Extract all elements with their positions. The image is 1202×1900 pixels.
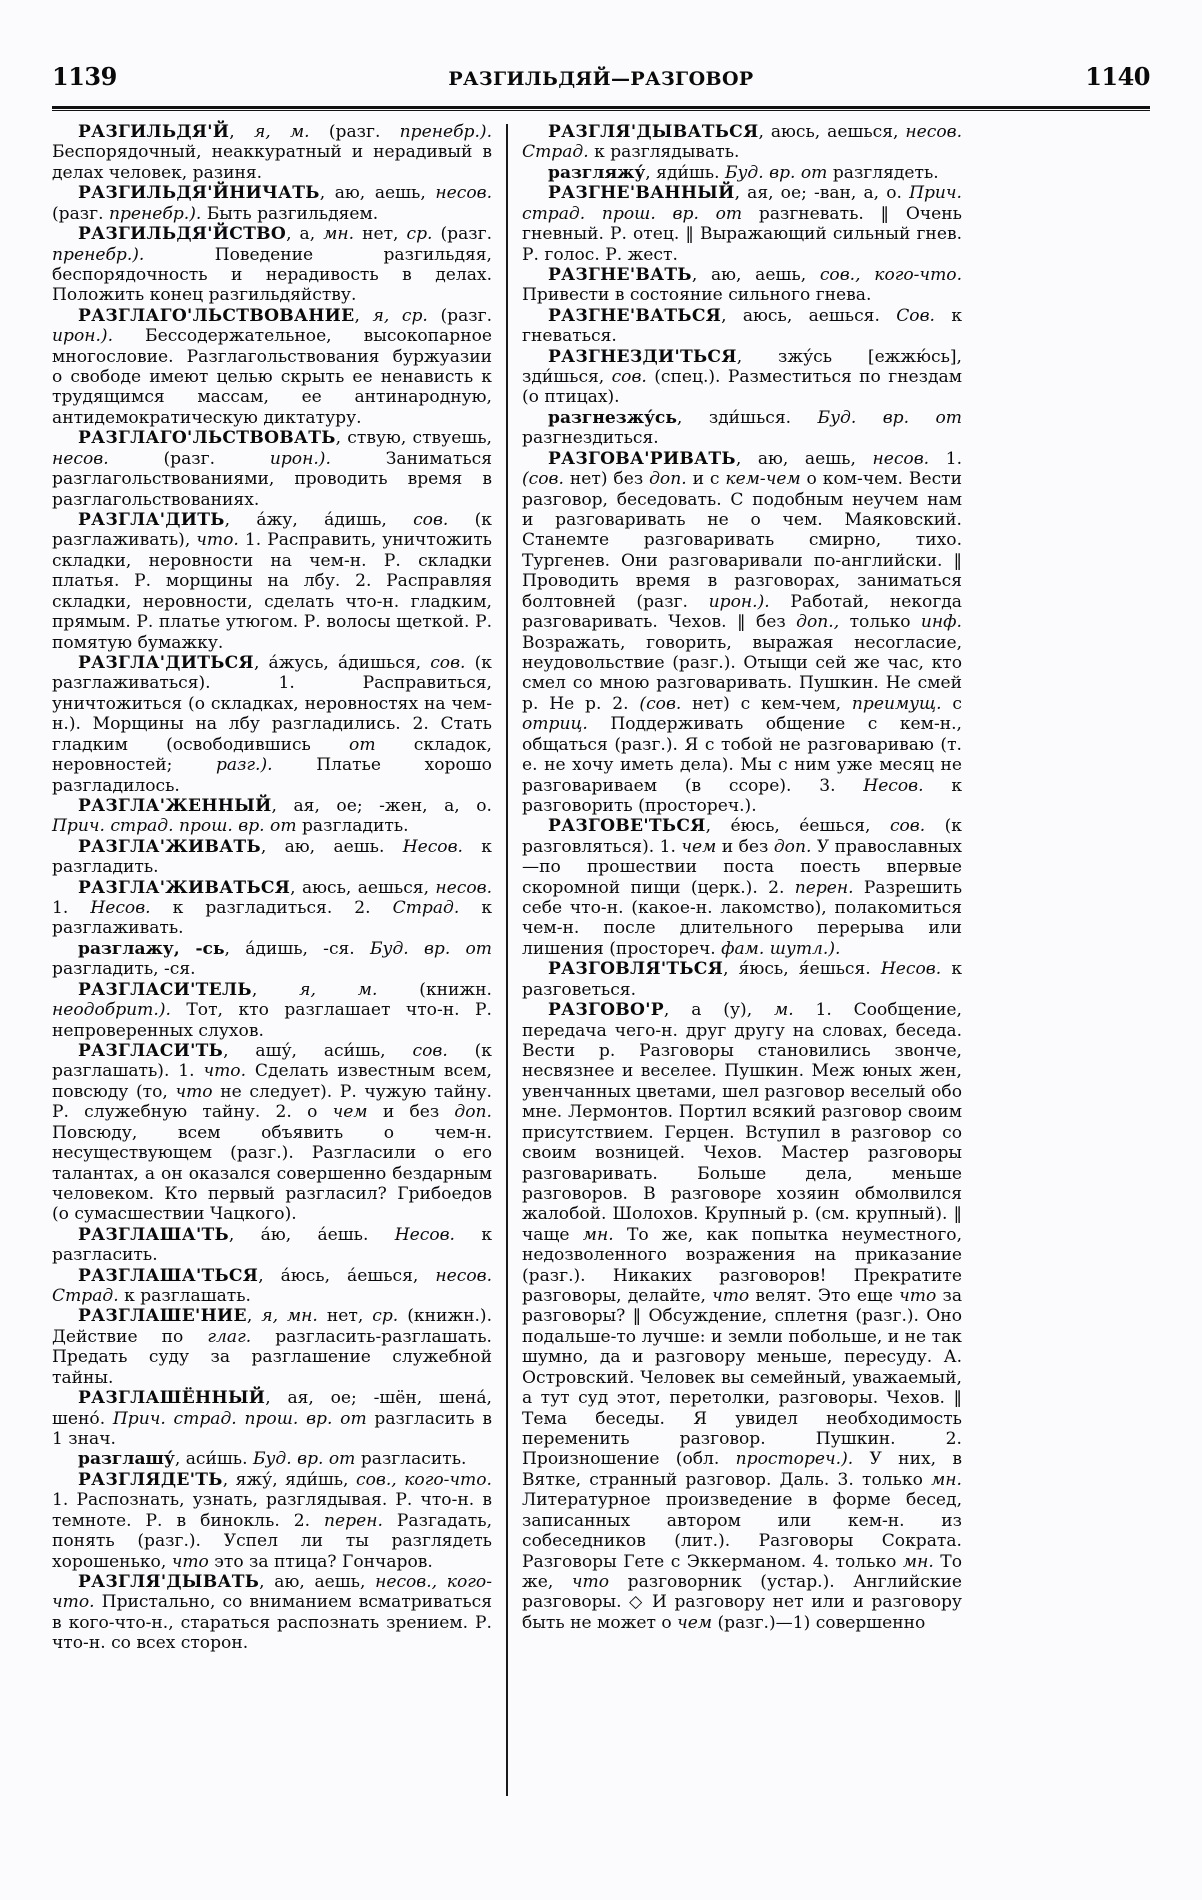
headword: РАЗГЛАША'ТЬ bbox=[78, 1224, 229, 1245]
entry-body: , зжу́сь [ежжю́сь], зди́шься, сов. (спец.). Разместиться по гнездам (о птицах). bbox=[522, 346, 962, 408]
dictionary-entry bbox=[52, 1572, 492, 1654]
entry-body: , аюсь, аешься. Сов. к гневаться. bbox=[522, 305, 962, 347]
sub-headword: разгнезжу́сь bbox=[548, 407, 677, 428]
headword: РАЗГОВЛЯ'ТЬСЯ bbox=[548, 959, 724, 980]
headword: РАЗГЛАСИ'ТЬ bbox=[78, 1040, 224, 1061]
dictionary-entry bbox=[522, 265, 962, 306]
entry-body: , аюсь, аешься, несов. Страд. к разглядывать. bbox=[522, 122, 962, 163]
dictionary-entry bbox=[52, 122, 492, 183]
headword: РАЗГИЛЬДЯ'ЙСТВО bbox=[78, 224, 287, 245]
entry-body: , аю, аешь, несов., кого-что. Пристально, со вниманием всматриваться в кого-что-н., стараться распознать зрением. Р. что-н. со всех сторон. bbox=[52, 1571, 492, 1654]
dictionary-entry bbox=[52, 878, 492, 939]
headword: РАЗГИЛЬДЯ'Й bbox=[78, 122, 230, 142]
entry-body: , е́юсь, е́ешься, сов. (к разговляться). 1. чем и без доп. У православных—по прошествии поста поесть впервые скоромной пищи (церк.). 2. перен. Разрешить себе что-н. (какое-н. лакомство), полакомиться чем-н. после длительного перерыва или лишения (простореч. фам. шутл.). bbox=[522, 816, 962, 959]
sub-headword: разглашу́ bbox=[78, 1449, 175, 1470]
dictionary-entry bbox=[522, 347, 962, 408]
entry-body: , а (у), м. 1. Сообщение, передача чего-н. друг другу на словах, беседа. Вести р. Разговоры становились звонче, несвязнее и веселее. Пушкин. Меж юных жен, увенчанных цветами, шел разговор веселый обо мне. Лермонтов. Портил всякий разговор своим присутствием. Герцен. Вступил в разговор со своим возницей. Чехов. Мастер разговоры разговаривать. Больше дела, меньше разговоров. В разговоре хозяин обмолвился жалобой. Шолохов. Крупный р. (см. крупный). ‖ чаще мн. То же, как попытка неуместного, недозволенного возражения на приказание (разг.). Никаких разговоров! Прекратите разговоры, делайте, что велят. Это еще что за разговоры? ‖ Обсуждение, сплетня (разг.). Оно подальше-то лучше: и земли побольше, и не так шумно, да и разговору меньше, пересуду. А. Островский. Человек вы семейный, уважаемый, а тут суд этот, перетолки, разговоры. Чехов. ‖ Тема беседы. Я увидел необходимость переменить разговор. Пушкин. 2. Произношение (обл. простореч.). У них, в Вятке, странный разговор. Даль. 3. только мн. Литературное произведение в форме бесед, записанных автором или кем-н. из собеседников (лит.). Разговоры Сократа. Разговоры Гете с Эккерманом. 4. только мн. То же, что разговорник (устар.). Английские разговоры. ◇ И разговору нет или и разговору быть не может о чем (разг.)—1) совершенно bbox=[522, 1000, 963, 1633]
dictionary-entry bbox=[522, 959, 962, 1000]
entry-body: , ая, ое; -жен, а, о. Прич. страд. прош. вр. от разгладить. bbox=[52, 795, 492, 837]
headword: РАЗГОВО'Р bbox=[548, 1000, 664, 1021]
entry-body: , зди́шься. Буд. вр. от разгнездиться. bbox=[522, 407, 963, 449]
dictionary-entry bbox=[522, 816, 962, 959]
entry-body: , аси́шь. Буд. вр. от разгласить. bbox=[174, 1449, 467, 1470]
running-head-title: РАЗГИЛЬДЯЙ—РАЗГОВОР bbox=[448, 68, 754, 90]
headword: РАЗГЛЯДЕ'ТЬ bbox=[78, 1469, 223, 1490]
dictionary-entry bbox=[522, 183, 962, 265]
entry-body: , яди́шь. Буд. вр. от разглядеть. bbox=[645, 162, 939, 183]
dictionary-entry bbox=[52, 510, 492, 653]
dictionary-entry bbox=[522, 449, 962, 817]
entry-body: , а́жусь, а́дишься, сов. (к разглаживаться). 1. Расправиться, уничтожиться (о складках, неровностях на чем-н.). Морщины на лбу разгладились. 2. Стать гладким (освободившись от складок, неровностей; разг.). Платье хорошо разгладилось. bbox=[52, 652, 492, 796]
entry-body: , яжу́, яди́шь, сов., кого-что. 1. Распознать, узнать, разглядывая. Р. что-н. в темноте. Р. в бинокль. 2. перен. Разгадать, понять (разг.). Успел ли ты разглядеть хорошенько, что это за птица? Гончаров. bbox=[52, 1469, 492, 1572]
folio-left: 1139 bbox=[52, 62, 117, 91]
headword: РАЗГЛАША'ТЬСЯ bbox=[78, 1265, 259, 1286]
sub-headword: разглажу, -сь bbox=[78, 938, 225, 959]
dictionary-entry bbox=[52, 653, 492, 796]
headword: РАЗГЛЯ'ДЫВАТЬСЯ bbox=[548, 122, 759, 142]
entry-body: , ствую, ствуешь, несов. (разг. ирон.). Заниматься разглагольствованиями, проводить время в разглагольствованиях. bbox=[52, 428, 492, 510]
entry-body: , я, м. (разг. пренебр.). Беспорядочный, неаккуратный и нерадивый в делах человек, разиня. bbox=[52, 122, 493, 183]
headword: РАЗГЛАГО'ЛЬСТВОВАНИЕ bbox=[78, 305, 355, 326]
dictionary-entry bbox=[522, 408, 962, 449]
entry-body: , а, мн. нет, ср. (разг. пренебр.). Поведение разгильдяя, беспорядочность и нерадивость в делах. Положить конец разгильдяйству. bbox=[52, 224, 492, 306]
dictionary-entry bbox=[52, 1306, 492, 1388]
entry-body: , аю, аешь. Несов. к разгладить. bbox=[52, 836, 492, 878]
entry-body: , а́ю, а́ешь. Несов. к разгласить. bbox=[52, 1224, 492, 1266]
column-divider bbox=[506, 124, 508, 1796]
entry-body: , я́юсь, я́ешься. Несов. к разговеться. bbox=[522, 959, 962, 1000]
entry-body: , ая, ое; -ван, а, о. Прич. страд. прош. вр. от разгневать. ‖ Очень гневный. Р. отец. ‖ Выражающий сильный гнев. Р. голос. Р. жест. bbox=[522, 183, 962, 265]
entry-body: , я, ср. (разг. ирон.). Бессодержательное, высокопарное многословие. Разглагольствования буржуазии о свободе имеют целью скрыть ее ненависть к трудящимся массам, ее антинародную, антидемократическую диктатуру. bbox=[52, 305, 492, 428]
column-left bbox=[52, 122, 506, 1840]
dictionary-entry bbox=[52, 837, 492, 878]
folio-right: 1140 bbox=[1085, 62, 1150, 91]
entry-body: , ашу́, аси́шь, сов. (к разглашать). 1. что. Сделать известным всем, повсюду (то, что не следует). Р. чужую тайну. Р. служебную тайну. 2. о чем и без доп. Повсюду, всем объявить о чем-н. несуществующем (разг.). Разгласили о его талантах, а он оказался совершенно бездарным человеком. Кто первый разгласил? Грибоедов (о сумасшествии Чацкого). bbox=[52, 1040, 492, 1225]
dictionary-entry bbox=[52, 224, 492, 306]
entry-body: , а́юсь, а́ешься, несов. Страд. к разглашать. bbox=[52, 1265, 492, 1307]
dictionary-entry bbox=[522, 163, 962, 183]
headword: РАЗГНЕЗДИ'ТЬСЯ bbox=[548, 346, 737, 367]
dictionary-entry bbox=[52, 1449, 492, 1469]
dictionary-entry bbox=[52, 796, 492, 837]
dictionary-entry bbox=[52, 1470, 492, 1572]
dictionary-entry bbox=[522, 1000, 962, 1633]
entry-body: , ая, ое; -шён, шена́, шено́. Прич. страд. прош. вр. от разгласить в 1 знач. bbox=[52, 1388, 492, 1449]
headword: РАЗГОВЕ'ТЬСЯ bbox=[548, 816, 706, 837]
dictionary-entry bbox=[522, 306, 962, 347]
dictionary-entry bbox=[52, 1041, 492, 1225]
headword: РАЗГЛЯ'ДЫВАТЬ bbox=[78, 1571, 260, 1592]
dictionary-entry bbox=[52, 1225, 492, 1266]
headword: РАЗГЛА'ДИТЬ bbox=[78, 510, 225, 531]
headword: РАЗГЛАГО'ЛЬСТВОВАТЬ bbox=[78, 428, 336, 449]
entry-body: , аю, аешь, несов. 1. (сов. нет) без доп. и с кем-чем о ком-чем. Вести разговор, беседовать. С подобным неучем нам и разговаривать не о чем. Маяковский. Станемте разговаривать смирно, тихо. Тургенев. Они разговаривали по-английски. ‖ Проводить время в разговорах, заниматься болтовней (разг. ирон.). Работай, некогда разговаривать. Чехов. ‖ без доп., только инф. Возражать, говорить, выражая несогласие, неудовольствие (разг.). Отыщи сей же час, кто смел со мною разговаривать. Пушкин. Не смей р. Не р. 2. (сов. нет) с кем-чем, преимущ. с отриц. Поддерживать общение с кем-н., общаться (разг.). Я с тобой не разговариваю (т. е. не хочу иметь дела). Мы с ним уже месяц не разговариваем (в ссоре). 3. Несов. к разговорить (простореч.). bbox=[522, 448, 962, 816]
dictionary-entry bbox=[52, 1388, 492, 1449]
headword: РАЗГНЕ'ВАТЬ bbox=[548, 264, 692, 285]
column-right bbox=[522, 122, 962, 1840]
running-head bbox=[52, 62, 1150, 96]
entry-body: , а́дишь, -ся. Буд. вр. от разгладить, -ся. bbox=[52, 938, 493, 980]
dictionary-entry bbox=[52, 980, 492, 1041]
dictionary-entry bbox=[52, 183, 492, 224]
header-rule bbox=[52, 106, 1150, 111]
entry-body: , аю, аешь, несов. (разг. пренебр.). Быть разгильдяем. bbox=[52, 183, 492, 224]
headword: РАЗГИЛЬДЯ'ЙНИЧАТЬ bbox=[78, 183, 320, 204]
dictionary-entry bbox=[52, 1266, 492, 1307]
headword: РАЗГЛА'ДИТЬСЯ bbox=[78, 652, 254, 673]
headword: РАЗГЛАШЕ'НИЕ bbox=[78, 1306, 247, 1327]
dictionary-entry bbox=[52, 939, 492, 980]
headword: РАЗГЛАСИ'ТЕЛЬ bbox=[78, 979, 252, 1000]
entry-body: , аюсь, аешься, несов. 1. Несов. к разгладиться. 2. Страд. к разглаживать. bbox=[52, 877, 493, 939]
headword: РАЗГЛА'ЖИВАТЬ bbox=[78, 836, 261, 857]
entry-body: , аю, аешь, сов., кого-что. Привести в состояние сильного гнева. bbox=[522, 264, 963, 306]
headword: РАЗГЛА'ЖЕННЫЙ bbox=[78, 795, 272, 816]
dictionary-entry bbox=[52, 428, 492, 510]
entry-body: , а́жу, а́дишь, сов. (к разглаживать), что. 1. Расправить, уничтожить складки, неровности на чем-н. Р. складки платья. Р. морщины на лбу. 2. Расправляя складки, неровности, сделать что-н. гладким, прямым. Р. платье утюгом. Р. волосы щеткой. Р. помятую бумажку. bbox=[52, 510, 492, 653]
headword: РАЗГЛА'ЖИВАТЬСЯ bbox=[78, 877, 291, 898]
dictionary-entry bbox=[52, 306, 492, 429]
columns-container bbox=[52, 122, 1154, 1840]
dictionary-entry bbox=[522, 122, 962, 163]
headword: РАЗГНЕ'ВАННЫЙ bbox=[548, 183, 735, 204]
entry-body: , я, мн. нет, ср. (книжн.). Действие по глаг. разгласить-разглашать. Предать суду за разглашение служебной тайны. bbox=[52, 1306, 493, 1388]
sub-headword: разгляжу́ bbox=[548, 162, 646, 183]
headword: РАЗГЛАШЁННЫЙ bbox=[78, 1388, 266, 1409]
entry-body: , я, м. (книжн. неодобрит.). Тот, кто разглашает что-н. Р. непроверенных слухов. bbox=[52, 979, 492, 1041]
headword: РАЗГНЕ'ВАТЬСЯ bbox=[548, 305, 722, 326]
headword: РАЗГОВА'РИВАТЬ bbox=[548, 448, 736, 469]
